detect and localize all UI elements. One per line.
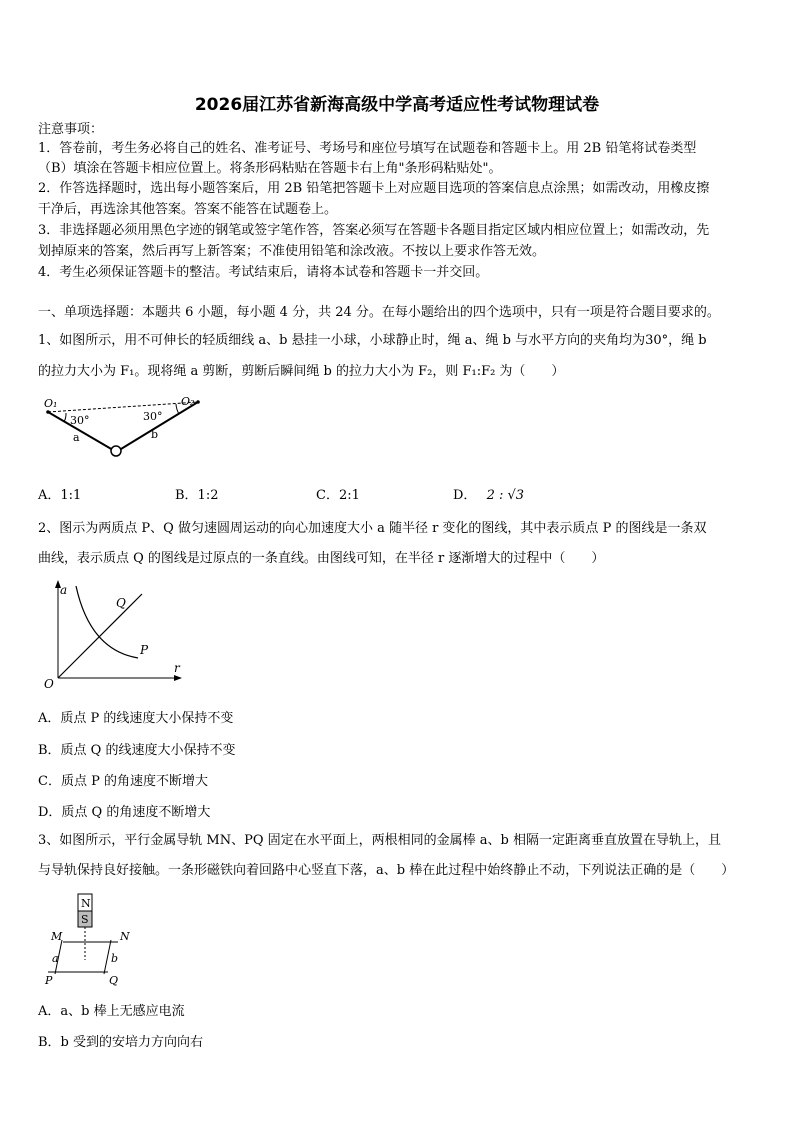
line-label-q: Q xyxy=(116,596,126,610)
notice-heading: 注意事项： xyxy=(38,122,104,137)
angle-arc-2 xyxy=(176,404,179,414)
section-heading: 一、单项选择题：本题共 6 小题，每小题 4 分，共 24 分。在每小题给出的四个选项中，只有一项是符合题目要求的。 xyxy=(38,305,720,320)
label-p: P xyxy=(45,974,53,987)
exam-title: 2026届江苏省新海高级中学高考适应性考试物理试卷 xyxy=(194,95,600,115)
q3-stem-line1: 3、如图所示，平行金属导轨 MN、PQ 固定在水平面上，两根相同的金属棒 a、b 相隔一定距离垂直放置在导轨上，且 xyxy=(38,833,721,848)
notice-line: 1．答卷前，考生务必将自己的姓名、准考证号、考场号和座位号填写在试题卷和答题卡上。用 2B 铅笔将试卷类型 xyxy=(38,141,697,156)
label-q: Q xyxy=(109,974,119,987)
angle-arc-1 xyxy=(64,413,66,422)
q1-option-b[interactable]: B．1:2 xyxy=(175,488,219,503)
label-m: M xyxy=(51,930,63,943)
q3-figure xyxy=(38,890,148,990)
curve-label-p: P xyxy=(140,643,149,657)
notice-line: 2．作答选择题时，选出每小题答案后，用 2B 铅笔把答题卡上对应题目选项的答案信息点涂黑；如需改动，用橡皮擦 xyxy=(38,181,710,196)
notice-line: 干净后，再选涂其他答案。答案不能答在试题卷上。 xyxy=(38,202,338,217)
point-o1 xyxy=(46,410,50,414)
q1-stem-line2: 的拉力大小为 F₁。现将绳 a 剪断，剪断后瞬间绳 b 的拉力大小为 F₂，则 F₁:F₂ 为（ ） xyxy=(38,364,565,379)
ceiling-dashed-line xyxy=(48,402,198,412)
q1-option-d-math: 2 : √3 xyxy=(486,488,525,503)
origin-label: O xyxy=(44,677,54,691)
q2-option-d[interactable]: D．质点 Q 的角速度不断增大 xyxy=(38,805,211,820)
axis-label-r: r xyxy=(174,661,180,675)
label-b: b xyxy=(151,428,159,441)
q2-graph xyxy=(38,578,198,693)
point-o2 xyxy=(196,400,200,404)
q2-stem-line2: 曲线，表示质点 Q 的图线是过原点的一条直线。由图线可知，在半径 r 逐渐增大的过程中（ ） xyxy=(38,551,605,566)
magnet-label-n: N xyxy=(81,897,91,910)
q1-option-d-label: D． xyxy=(453,488,477,503)
q1-stem-line1: 1、如图所示，用不可伸长的轻质细线 a、b 悬挂一小球，小球静止时，绳 a、绳 b 与水平方向的夹角均为30°，绳 b xyxy=(38,333,707,348)
notice-line: （B）填涂在答题卡相应位置上。将条形码粘贴在答题卡右上角"条形码粘贴处"。 xyxy=(38,161,502,176)
q2-option-a[interactable]: A．质点 P 的线速度大小保持不变 xyxy=(38,711,234,726)
q3-option-a[interactable]: A．a、b 棒上无感应电流 xyxy=(38,1004,185,1019)
ball-icon xyxy=(111,446,121,456)
label-angle1: 30° xyxy=(70,414,90,427)
label-o2: O₂ xyxy=(181,395,195,408)
q1-option-a[interactable]: A．1:1 xyxy=(38,488,82,503)
label-a: a xyxy=(52,952,59,965)
curve-p xyxy=(76,586,138,658)
q1-option-c[interactable]: C．2:1 xyxy=(316,488,360,503)
q2-option-c[interactable]: C．质点 P 的角速度不断增大 xyxy=(38,774,208,789)
label-angle2: 30° xyxy=(143,410,163,423)
q2-option-b[interactable]: B．质点 Q 的线速度大小保持不变 xyxy=(38,743,236,758)
notice-line: 4．考生必须保证答题卡的整洁。考试结束后，请将本试卷和答题卡一并交回。 xyxy=(38,265,489,280)
label-b: b xyxy=(111,952,119,965)
x-axis-arrow-icon xyxy=(174,675,182,681)
label-a: a xyxy=(73,431,80,444)
axis-label-a: a xyxy=(60,583,68,597)
label-n: N xyxy=(120,930,130,943)
label-o1: O₁ xyxy=(44,397,58,410)
q1-option-d[interactable] xyxy=(453,484,524,503)
q3-stem-line2: 与导轨保持良好接触。一条形磁铁向着回路中心竖直下落，a、b 棒在此过程中始终静止不动，下列说法正确的是（ ） xyxy=(38,863,735,878)
q2-stem-line1: 2、图示为两质点 P、Q 做匀速圆周运动的向心加速度大小 a 随半径 r 变化的图线，其中表示质点 P 的图线是一条双 xyxy=(38,521,707,536)
q3-option-b[interactable]: B．b 受到的安培力方向向右 xyxy=(38,1035,204,1050)
notice-line: 3．非选择题必须用黑色字迹的钢笔或签字笔作答，答案必须写在答题卡各题目指定区域内相应位置上；如需改动，先 xyxy=(38,223,710,238)
line-q xyxy=(58,594,142,678)
magnet-label-s: S xyxy=(81,913,89,926)
rod-b xyxy=(104,940,111,974)
q1-figure xyxy=(38,392,218,462)
notice-line: 划掉原来的答案，然后再写上新答案；不准使用铅笔和涂改液。不按以上要求作答无效。 xyxy=(38,244,546,259)
